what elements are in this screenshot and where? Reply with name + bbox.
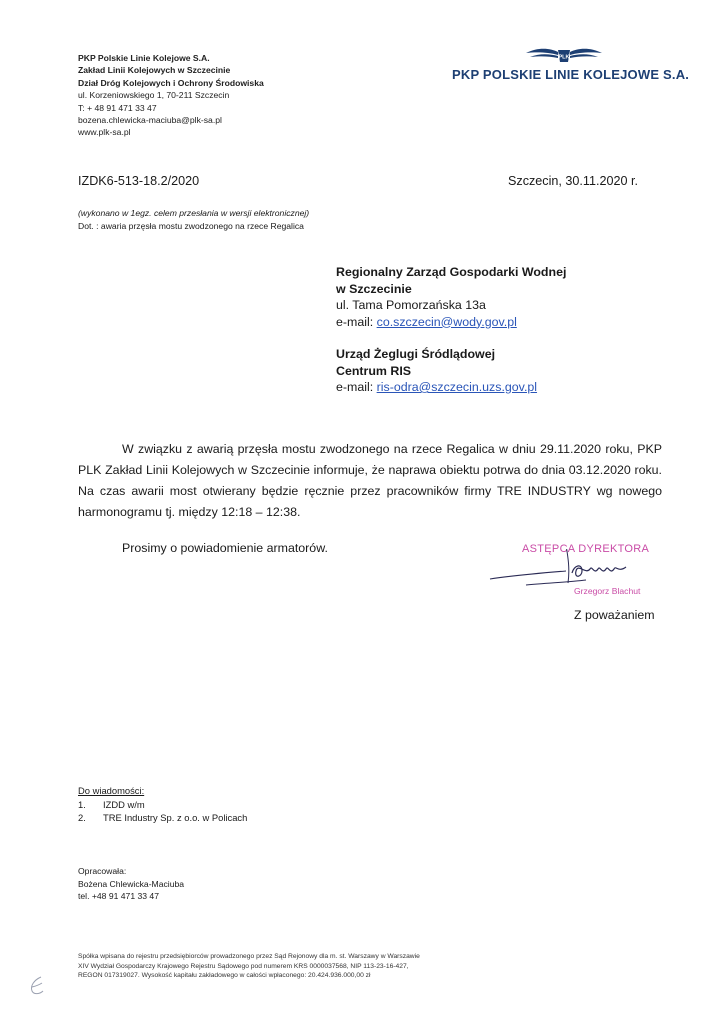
company-logo (452, 44, 690, 82)
legal-footer (78, 952, 668, 981)
recipient-1-email-link[interactable]: co.szczecin@wody.gov.pl (376, 314, 517, 329)
subject-line: Dot. : awaria przęsła mostu zwodzonego na rzece Regalica (78, 221, 304, 231)
footer-line-1: Spółka wpisana do rejestru przedsiębiorców prowadzonego przez Sąd Rejonowy dla m. st. Warszawy w Warszawie (78, 953, 420, 960)
recipient-1-org-line1: Regionalny Zarząd Gospodarki Wodnej (336, 265, 567, 279)
recipient-2-email-label: e-mail: (336, 380, 377, 394)
signature-stamp (486, 543, 676, 607)
recipient-1-email-row (336, 314, 566, 331)
cc-heading: Do wiadomości: (78, 785, 145, 796)
footer-line-3: REGON 017319027. Wysokość kapitału zakładowego w całości wpłaconego: 20.424.936.000,00 zł (78, 972, 371, 980)
sender-unit: Zakład Linii Kolejowych w Szczecinie (78, 65, 231, 76)
copy-note: (wykonano w 1egz. celem przesłania w wersji elektronicznej) (78, 208, 310, 218)
logo-name: PKP POLSKIE LINIE KOLEJOWE S.A. (452, 67, 690, 82)
recipient-1-email-label: e-mail: (336, 314, 377, 329)
recipient-1-street: ul. Tama Pomorzańska 13a (336, 298, 486, 312)
sender-department: Dział Dróg Kolejowych i Ochrony Środowiska (78, 77, 264, 88)
winged-wheel-emblem-icon (524, 44, 604, 66)
letter-body (78, 439, 662, 523)
prepared-name: Bożena Chlewicka-Maciuba (78, 878, 185, 889)
recipient-2 (336, 346, 537, 396)
cc-list (78, 784, 247, 825)
cc-item-1-num: 1. (78, 798, 86, 810)
sender-block (78, 52, 264, 139)
list-item (78, 811, 247, 825)
prepared-label: Opracowała: (78, 866, 127, 876)
emblem-text: PLK (558, 54, 570, 61)
recipient-2-email-row (336, 379, 537, 396)
reference-number: IZDK6-513-18.2/2020 (78, 174, 200, 188)
list-item (78, 798, 247, 812)
stamp-name: Grzegorz Blachut (574, 586, 641, 596)
stamp-title: ASTĘPCA DYREKTORA (522, 543, 650, 555)
recipient-1-org-line2: w Szczecinie (336, 281, 412, 296)
sender-phone: T: + 48 91 471 33 47 (78, 102, 157, 113)
sender-street: ul. Korzeniowskiego 1, 70-211 Szczecin (78, 90, 230, 101)
recipient-2-org-line1: Urząd Żeglugi Śródlądowej (336, 347, 496, 361)
body-paragraph: W związku z awarią przęsła mostu zwodzonego na rzece Regalica w dniu 29.11.2020 roku, PKP PLK Zakład Linii Kolejowych w Szczecinie informuje, że naprawa obiektu potrwa do dnia 03.12.2020 roku. Na czas awarii most otwierany będzie ręcznie przez pracowników firmy TRE INDUSTRY wg nowego harmonogramu tj. między 12:18 – 12:38. (78, 442, 662, 519)
prepared-phone: tel. +48 91 471 33 47 (78, 891, 159, 901)
cc-item-2-num: 2. (78, 812, 86, 823)
sender-website: www.plk-sa.pl (78, 127, 131, 138)
request-line: Prosimy o powiadomienie armatorów. (122, 541, 328, 555)
recipient-1 (336, 264, 566, 330)
sender-company: PKP Polskie Linie Kolejowe S.A. (78, 53, 210, 63)
recipient-2-email-link[interactable]: ris-odra@szczecin.uzs.gov.pl (376, 380, 538, 394)
sender-email: bozena.chlewicka-maciuba@plk-sa.pl (78, 115, 222, 126)
recipient-2-org-line2: Centrum RIS (336, 363, 412, 378)
cc-item-1-text: IZDD w/m (103, 798, 145, 810)
paper-mark-icon (26, 974, 48, 1003)
closing-line: Z poważaniem (574, 608, 655, 622)
place-date: Szczecin, 30.11.2020 r. (508, 174, 638, 188)
footer-line-2: XIV Wydział Gospodarczy Krajowego Rejestru Sądowego pod numerem KRS 0000037568, NIP 113-23-16-427, (78, 962, 409, 970)
prepared-by (78, 865, 184, 903)
cc-item-2-text: TRE Industry Sp. z o.o. w Policach (103, 812, 248, 823)
